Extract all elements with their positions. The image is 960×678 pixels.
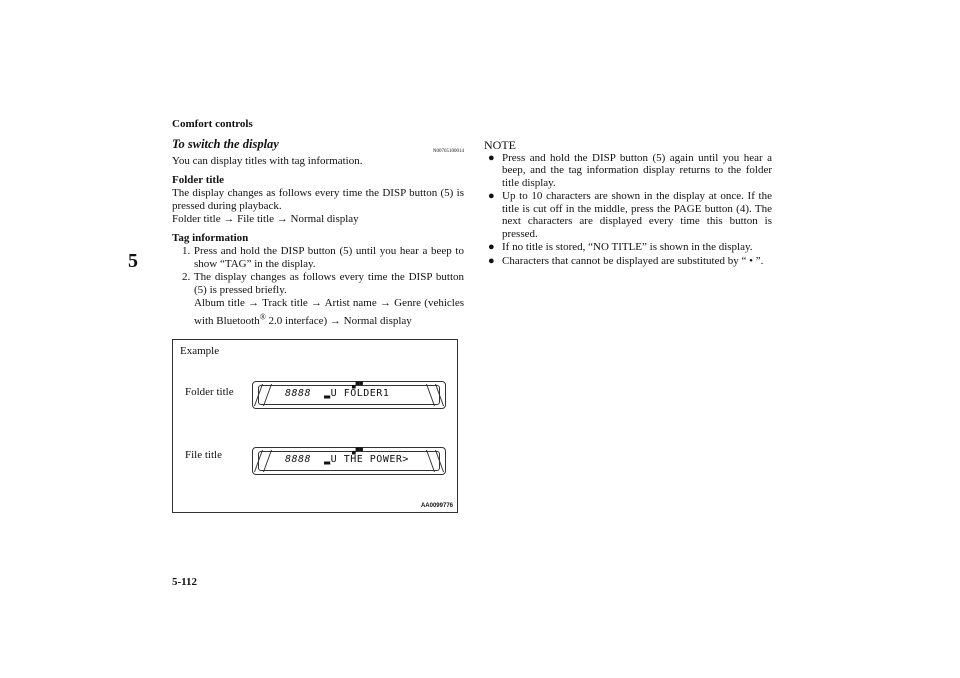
lcd-display-file xyxy=(252,447,446,475)
section-heading-row xyxy=(172,138,464,152)
section-code: N00765100014 xyxy=(432,149,464,154)
step-2-sequence xyxy=(194,297,464,327)
note-item xyxy=(484,152,772,190)
note-item xyxy=(484,241,772,254)
page-number: 5-112 xyxy=(172,576,198,588)
bullet-icon: ● xyxy=(488,151,495,164)
note-item-text: Press and hold the DISP button (5) again until you hear a beep, and the tag information display returns to the folder title display. xyxy=(502,151,772,189)
registered-mark: ® xyxy=(259,312,266,321)
note-column xyxy=(484,139,772,268)
figure-example-label: Example xyxy=(180,345,220,357)
bullet-icon: ● xyxy=(488,190,495,202)
bullet-icon: ● xyxy=(488,254,495,267)
step-2 xyxy=(172,271,464,328)
note-item-text: Characters that cannot be displayed are substituted by “ • ”. xyxy=(502,254,764,267)
note-title: NOTE xyxy=(484,138,516,152)
tag-info-heading: Tag information xyxy=(172,232,249,244)
note-item-text: If no title is stored, “NO TITLE” is shown in the display. xyxy=(502,241,753,253)
lcd-title-text: ▂U THE POWER> xyxy=(324,454,409,465)
note-item-text: Up to 10 characters are shown in the display at once. If the title is cut off in the middle, press the PAGE button (4). The next characters are displayed every time this button is pressed. xyxy=(502,190,772,240)
lcd-title-text: ▂U FOLDER1 xyxy=(324,388,390,399)
tag-steps xyxy=(172,245,464,328)
section-title: To switch the display xyxy=(172,137,279,151)
note-list xyxy=(484,152,772,268)
lcd-readout xyxy=(285,454,409,465)
running-header: Comfort controls xyxy=(172,118,253,130)
step-2-seq-pre: Album title → Track title → Artist name → Genre (vehicles with Bluetooth xyxy=(194,297,464,327)
folder-title-text: The display changes as follows every time the DISP button (5) is pressed during playback. xyxy=(172,187,464,212)
lcd-indicator-icon: ▄▀▀ xyxy=(352,382,363,389)
lcd-number: 8888 xyxy=(285,454,312,465)
figure-file-title-label: File title xyxy=(185,449,222,461)
step-2-text: 2. The display changes as follows every time the DISP button (5) is pressed briefly. xyxy=(182,271,464,296)
note-item xyxy=(484,255,772,268)
figure-code: AA0099776 xyxy=(420,503,453,509)
chapter-number: 5 xyxy=(128,250,138,272)
figure-folder-title-label: Folder title xyxy=(185,386,234,398)
bullet-icon: ● xyxy=(488,241,495,253)
example-figure xyxy=(172,339,458,513)
intro-text: You can display titles with tag information. xyxy=(172,155,363,167)
step-2-seq-post: 2.0 interface) → Normal display xyxy=(265,314,412,327)
lcd-indicator-icon: ▄▀▀ xyxy=(352,448,363,455)
folder-title-heading: Folder title xyxy=(172,174,225,186)
lcd-number: 8888 xyxy=(285,388,312,399)
lcd-display-folder xyxy=(252,381,446,409)
left-column xyxy=(172,138,464,328)
folder-title-sequence: Folder title → File title → Normal display xyxy=(172,213,359,225)
step-1: 1. Press and hold the DISP button (5) until you hear a beep to show “TAG” in the display. xyxy=(182,245,464,270)
lcd-readout xyxy=(285,388,389,399)
note-item xyxy=(484,190,772,240)
